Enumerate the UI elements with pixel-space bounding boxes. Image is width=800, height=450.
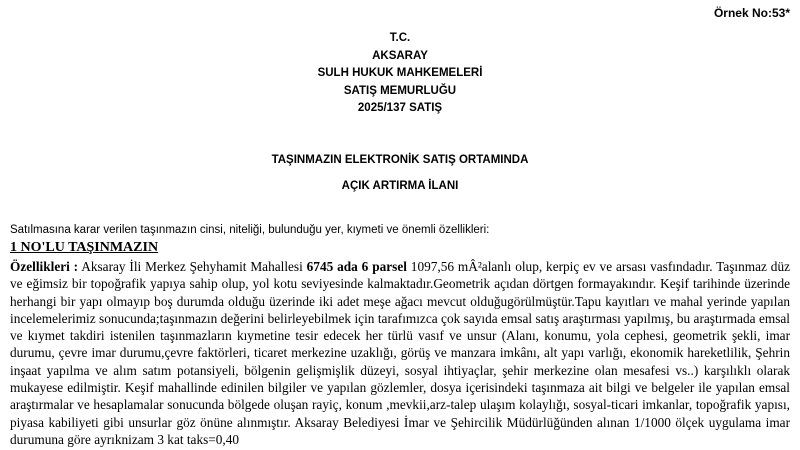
announcement-subtitle: AÇIK ARTIRMA İLANI: [341, 180, 459, 192]
announcement-title: TAŞINMAZIN ELEKTRONİK SATIŞ ORTAMINDA: [271, 154, 529, 166]
court-header: [0, 30, 800, 118]
header-office: SATIŞ MEMURLUĞU: [343, 84, 457, 97]
features-label: Özellikleri :: [10, 259, 79, 274]
header-city: AKSARAY: [372, 49, 428, 62]
parcel-number: 6745 ada 6 parsel: [306, 259, 407, 274]
section-heading: 1 NO'LU TAŞINMAZIN: [10, 240, 159, 255]
intro-text: Satılmasına karar verilen taşınmazın cinsi, niteliği, bulunduğu yer, kıymeti ve önemli özellikleri:: [10, 224, 490, 236]
description-text-2: 1097,56 mÂ²alanlı olup, kerpiç ev ve arsası vasfındadır. Taşınmaz düz ve eğimsiz bir topoğrafik yapıya sahip olup, yol kotu seviyesinde kalmaktadır.Geometrik açıdan dörtgen formayakındır. Keşif tarihinde üzerinde herhangi bir yapı olmayıp boş durumda olduğu üzerinde iki adet meşe ağacı mevcut olduğugörülmüştür.Tapu kayıtları ve mahal yerinde yapılan incelemelerimiz sonucunda;taşınmazın değerini belirleyebilmek için tarafımızca çok sayıda emsal satış araştırması yapılmış, bu araştırmada emsal ve kıymet takdiri istenilen taşınmazların kıymetine tesir edecek her türlü vasıf ve unsur (Alanı, konumu, yola cephesi, geometrik şekli, imar durumu, çevre imar durumu,çevre faktörleri, ticaret merkezine uzaklığı, görüş ve manzara imkânı, alt yapı varlığı, ekonomik hareketlilik, Şehrin inşaat yapılma ve alım satım potansiyeli, bölgenin gelişmişlik düzeyi, sosyal ihtiyaçlar, şehir merkezine olan mesafesi vs..) karşılıklı olarak mukayese edilmiştir. Keşif mahallinde edinilen bilgiler ve yapılan gözlemler, dosya içerisindeki taşınmaza ait bilgi ve belgeler ile yapılan emsal araştırmalar ve hesaplamalar sonucunda bölgede oluşan rayiç, konum ,mevkii,arz-talep ulaşım kolaylığı, sosyal-ticari imkanlar, topoğrafik yapısı, piyasa kabiliyeti gibi unsurlar göz önüne alınmıştır. Aksaray Belediyesi İmar ve Şehircilik Müdürlüğünden alınan 1/1000 ölçek uygulama imar durumuna göre ayrıknizam 3 kat taks=0,40: [10, 259, 790, 447]
example-number: Örnek No:53*: [713, 6, 790, 20]
header-country: T.C.: [389, 32, 411, 44]
description-text-1: Aksaray İli Merkez Şehyhamit Mahallesi: [78, 259, 307, 274]
header-file-number: 2025/137 SATIŞ: [357, 102, 443, 114]
header-court: SULH HUKUK MAHKEMELERİ: [317, 67, 483, 79]
property-description: [10, 258, 790, 448]
